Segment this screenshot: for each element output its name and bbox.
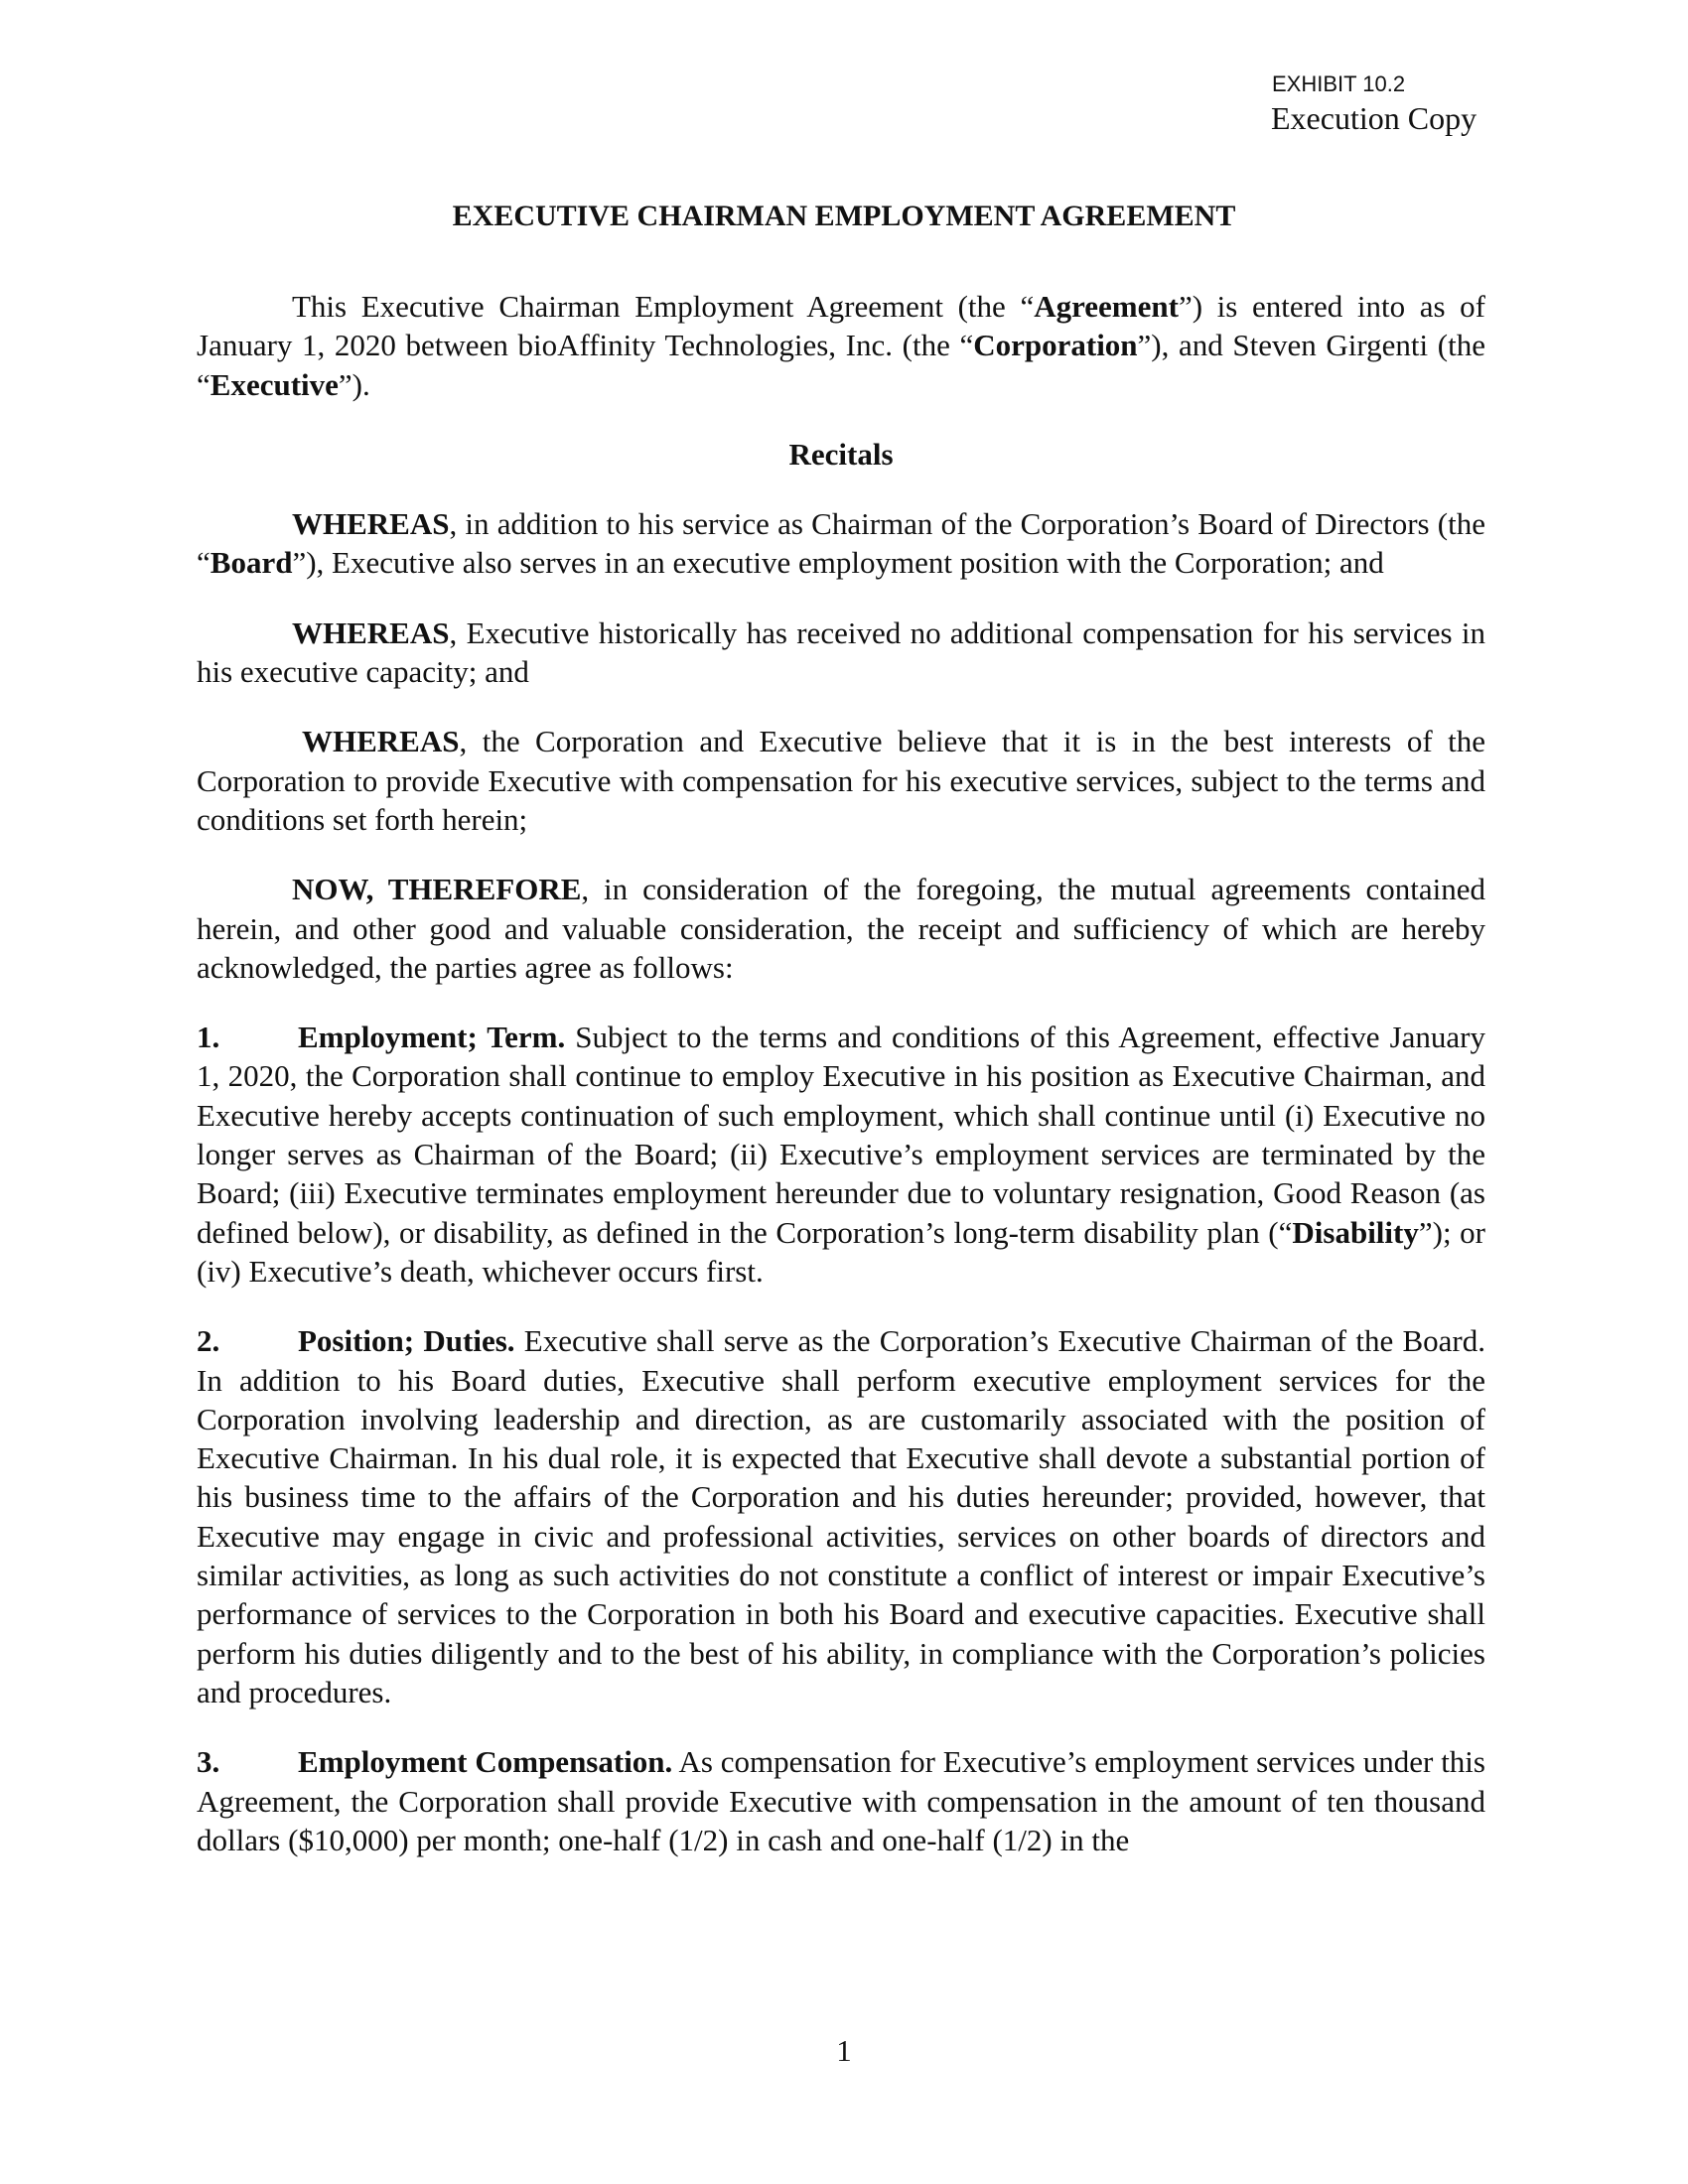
document-title: EXECUTIVE CHAIRMAN EMPLOYMENT AGREEMENT bbox=[452, 200, 1236, 232]
page-number: 1 bbox=[836, 2033, 852, 2068]
recital-paragraph bbox=[197, 504, 1485, 583]
recital-paragraph bbox=[197, 614, 1485, 692]
section-text: Executive shall serve as the Corporation’s Executive Chairman of the Board. In addition to his Board duties, Executive shall perform executive employment services for the Corporation involving leadership and direction, as are customarily associated with the position of Executive Chairman. In his dual role, it is expected that Executive shall devote a substantial portion of his business time to the affairs of the Corporation and his duties hereunder; provided, however, that Executive may engage in civic and professional activities, services on other boards of directors and similar activities, as long as such activities do not constitute a conflict of interest or impair Executive’s performance of services to the Corporation in both his Board and executive capacities. Executive shall perform his duties diligently and to the best of his ability, in compliance with the Corporation’s policies and procedures. bbox=[197, 1323, 1486, 1709]
defined-term-executive: Executive bbox=[210, 366, 339, 402]
now-therefore-text: , in consideration of the foregoing, the mutual agreements contained herein, and other good and valuable consideration, the receipt and sufficiency of which are hereby acknowledged, the parties agree as follows: bbox=[197, 872, 1486, 985]
section-heading: Employment; Term. bbox=[298, 1020, 566, 1055]
exhibit-label: EXHIBIT 10.2 bbox=[1272, 71, 1406, 96]
section-text: ”); or (iv) Executive’s death, whichever occurs first. bbox=[197, 1214, 1485, 1289]
section-number: 1. bbox=[197, 1020, 220, 1055]
recital-lead: WHEREAS bbox=[302, 724, 460, 759]
defined-term-agreement: Agreement bbox=[1034, 289, 1179, 324]
preamble-text: This Executive Chairman Employment Agreement (the “ bbox=[292, 289, 1035, 324]
section-3 bbox=[197, 1742, 1485, 1859]
preamble-text: ”) is entered into as of January 1, 2020 between bioAffinity Technologies, Inc. (the “ bbox=[197, 289, 1485, 363]
recital-paragraph bbox=[197, 722, 1485, 839]
section-heading: Position; Duties. bbox=[298, 1323, 515, 1359]
recitals-heading: Recitals bbox=[788, 436, 894, 472]
execution-copy-label: Execution Copy bbox=[1271, 100, 1477, 136]
section-text: As compensation for Executive’s employment services under this Agreement, the Corporation shall provide Executive with compensation in the amount of ten thousand dollars ($10,000) per month; one-half (1/2) in cash and one-half (1/2) in the bbox=[197, 1744, 1485, 1857]
defined-term-corporation: Corporation bbox=[973, 328, 1138, 363]
recital-text: ”), Executive also serves in an executive employment position with the Corporation; and bbox=[292, 545, 1384, 581]
defined-term-disability: Disability bbox=[1292, 1214, 1419, 1250]
preamble-text: ”), and Steven Girgenti (the “ bbox=[197, 328, 1485, 402]
recital-lead: WHEREAS bbox=[292, 506, 450, 542]
section-text: Subject to the terms and conditions of this Agreement, effective January 1, 2020, the Corporation shall continue to employ Executive in his position as Executive Chairman, and Executive hereby accepts continuation of such employment, which shall continue until (i) Executive no longer serves as Chairman of the Board; (ii) Executive’s employment services are terminated by the Board; (iii) Executive terminates employment hereunder due to voluntary resignation, Good Reason (as defined below), or disability, as defined in the Corporation’s long-term disability plan (“ bbox=[197, 1020, 1486, 1250]
section-2 bbox=[197, 1321, 1485, 1711]
now-therefore-paragraph bbox=[197, 870, 1485, 987]
preamble-text: ”). bbox=[338, 366, 370, 402]
section-number: 3. bbox=[197, 1744, 220, 1780]
section-number: 2. bbox=[197, 1323, 220, 1359]
document-body bbox=[197, 287, 1485, 1890]
defined-term-board: Board bbox=[210, 545, 293, 581]
recital-text: , Executive historically has received no additional compensation for his services in his executive capacity; and bbox=[197, 614, 1485, 690]
section-heading: Employment Compensation. bbox=[298, 1744, 673, 1780]
now-therefore-lead: NOW, THEREFORE bbox=[292, 872, 582, 907]
recital-text: , the Corporation and Executive believe that it is in the best interests of the Corporation to provide Executive with compensation for his executive services, subject to the terms and conditions set forth herein; bbox=[197, 724, 1485, 837]
recital-lead: WHEREAS bbox=[292, 614, 450, 650]
recital-text: , in addition to his service as Chairman of the Corporation’s Board of Directors (the “ bbox=[197, 506, 1485, 581]
preamble-paragraph bbox=[197, 287, 1485, 404]
section-1 bbox=[197, 1018, 1485, 1291]
